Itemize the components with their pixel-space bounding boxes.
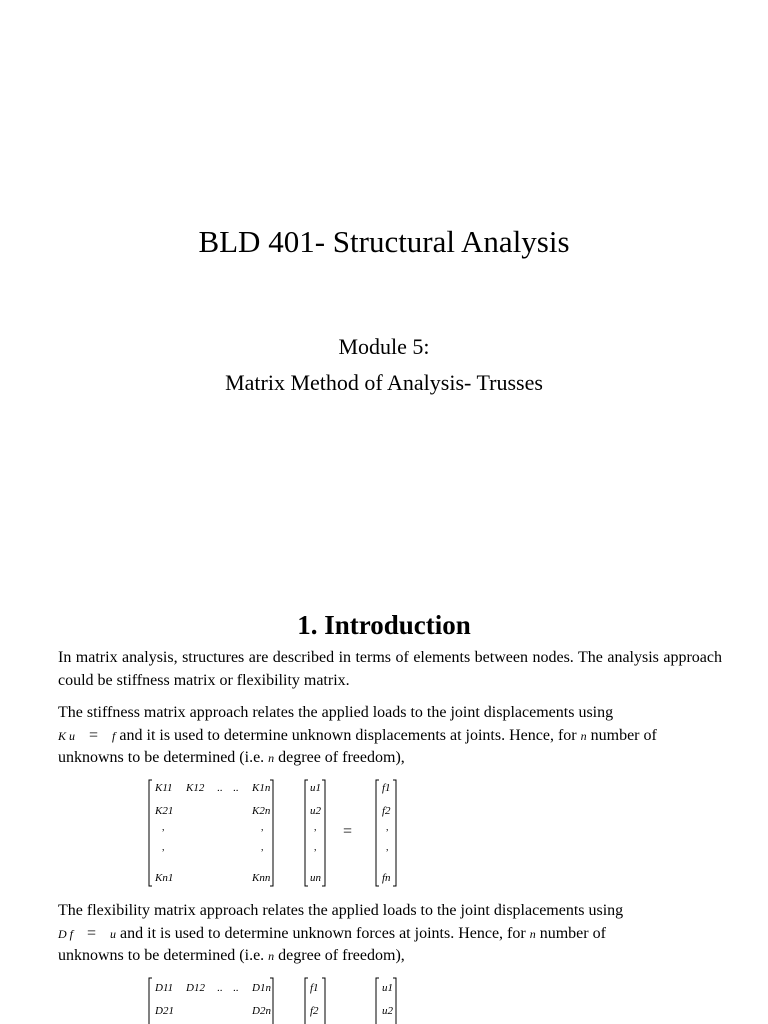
matrix-entry: K12 — [186, 782, 205, 794]
matrix-entry: D21 — [155, 1005, 174, 1017]
matrix-entry: K1n — [252, 782, 271, 794]
vector-u-entry: u2 — [382, 1005, 393, 1017]
stiffness-line-2 — [58, 725, 722, 748]
svg-text:,: , — [386, 842, 389, 853]
svg-text:,: , — [162, 822, 165, 833]
flexibility-text-end: number of — [539, 924, 606, 942]
stiffness-text-end: number of — [590, 726, 657, 744]
matrix-entry: K2n — [252, 805, 271, 817]
matrix-entry: D11 — [155, 982, 174, 994]
svg-text:,: , — [261, 842, 264, 853]
flexibility-line-3 — [58, 945, 722, 968]
vector-f-entry: f2 — [310, 1005, 319, 1017]
matrix-dots: .. — [217, 982, 223, 994]
n-symbol: n — [580, 728, 587, 743]
matrix-entry: D1n — [252, 982, 271, 994]
stiffness-text: and it is used to determine unknown displacements at joints. Hence, for — [119, 726, 577, 744]
eq-sign: = — [89, 726, 99, 744]
module-number: Module 5: — [338, 334, 430, 359]
dof-text-end: degree of freedom), — [278, 749, 405, 766]
vector-u-entry: u1 — [382, 982, 393, 994]
eq-lhs: D f — [58, 926, 73, 941]
intro-paragraph — [58, 647, 722, 692]
intro-text: In matrix analysis, structures are described in terms of elements between nodes. The analysis approach could be stiffness matrix or flexibility matrix. — [58, 649, 722, 689]
n-symbol: n — [268, 949, 275, 963]
matrix-entry: Kn1 — [155, 872, 174, 884]
n-symbol: n — [268, 751, 275, 765]
vector-f-entry: f2 — [382, 805, 391, 817]
n-symbol: n — [529, 926, 536, 941]
vector-f-entry: f1 — [310, 982, 319, 994]
vector-u-entry: u2 — [310, 805, 321, 817]
matrix-entry: Knn — [252, 872, 271, 884]
flexibility-line-2 — [58, 923, 722, 946]
eq-lhs: K u — [58, 728, 76, 743]
eq-rhs: f — [112, 728, 116, 743]
matrix-equals: = — [343, 823, 353, 840]
svg-text:,: , — [386, 822, 389, 833]
flexibility-text: and it is used to determine unknown forces at joints. Hence, for — [120, 924, 526, 942]
matrix-dots: .. — [233, 782, 239, 794]
matrix-entry: D12 — [186, 982, 205, 994]
matrix-entry: D2n — [252, 1005, 271, 1017]
vector-f-entry: f1 — [382, 782, 391, 794]
stiffness-line-1: The stiffness matrix approach relates the applied loads to the joint displacements using — [58, 704, 614, 721]
matrix-entry: K21 — [155, 805, 174, 817]
vector-u-entry: u1 — [310, 782, 321, 794]
matrix-dots: .. — [233, 982, 239, 994]
vector-u-entry: un — [310, 872, 321, 884]
flexibility-paragraph — [58, 900, 722, 968]
document-title: BLD 401- Structural Analysis — [198, 224, 570, 259]
stiffness-line-3 — [58, 747, 722, 770]
svg-text:,: , — [162, 842, 165, 853]
svg-text:,: , — [314, 822, 317, 833]
section-heading: 1. Introduction — [297, 610, 471, 640]
matrix-entry: K11 — [155, 782, 173, 794]
matrix-dots: .. — [217, 782, 223, 794]
svg-text:,: , — [314, 842, 317, 853]
stiffness-paragraph — [58, 702, 722, 770]
dof-text-end: degree of freedom), — [278, 947, 405, 964]
eq-rhs: u — [110, 926, 117, 941]
module-title: Matrix Method of Analysis- Trusses — [225, 370, 543, 395]
flexibility-matrix-equation — [140, 972, 420, 1024]
dof-text: unknowns to be determined (i.e. — [58, 749, 265, 766]
stiffness-matrix-equation — [140, 774, 420, 894]
svg-text:,: , — [261, 822, 264, 833]
eq-sign: = — [87, 924, 97, 942]
flexibility-line-1: The flexibility matrix approach relates the applied loads to the joint displacements using — [58, 902, 624, 919]
dof-text: unknowns to be determined (i.e. — [58, 947, 265, 964]
vector-f-entry: fn — [382, 872, 391, 884]
